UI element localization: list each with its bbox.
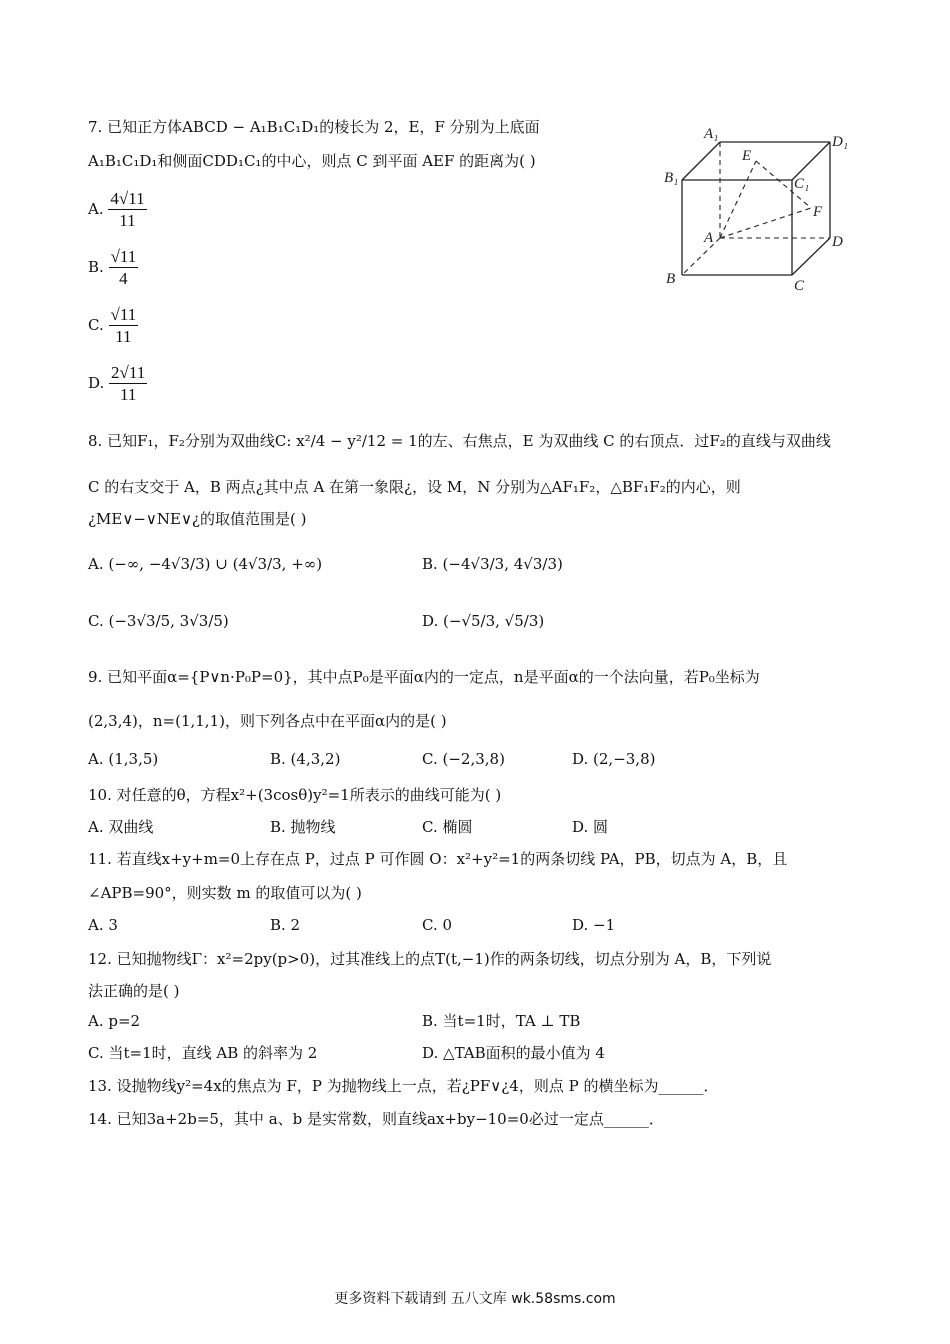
q7-option-c-den: 11 (115, 327, 132, 347)
q12-option-d: D. △TAB面积的最小值为 4 (422, 1044, 605, 1062)
q7-option-a-num: 4√11 (108, 188, 146, 210)
q11-option-b: B. 2 (270, 916, 301, 934)
q7-option-b-den: 4 (119, 269, 128, 289)
q9-option-d: D. (2,−3,8) (572, 750, 656, 768)
q10-option-a: A. 双曲线 (88, 818, 154, 836)
q8-option-c: C. (−3√3/5, 3√3/5) (88, 612, 229, 630)
q11-line2: ∠APB=90°，则实数 m 的取值可以为( ) (88, 884, 362, 902)
label-d1: D₁ (832, 134, 849, 150)
q7-option-c: C. $\frac{√11}{11}$ (88, 305, 137, 347)
q8-option-a: A. (−∞, −4√3/3) ∪ (4√3/3, +∞) (88, 555, 323, 573)
q13-line: 13. 设抛物线y²=4x的焦点为 F，P 为抛物线上一点，若¿PF∨¿4，则点 P 的横坐标为______． (88, 1077, 719, 1095)
q7-option-d: D. $\frac{2√11}{11}$ (88, 363, 146, 405)
q10-option-b: B. 抛物线 (270, 818, 336, 836)
footer-text: 更多资料下载请到 五八文库 wk.58sms.com (334, 1291, 616, 1307)
q12-line2: 法正确的是( ) (88, 982, 180, 1000)
q8-line2: C 的右支交于 A，B 两点¿其中点 A 在第一象限¿，设 M，N 分别为△AF₁F₂，△BF₁F₂的内心，则 (88, 478, 741, 496)
q7-line1: 7. 已知正方体ABCD − A₁B₁C₁D₁的棱长为 2，E，F 分别为上底面 (88, 118, 540, 136)
q12-option-c: C. 当t=1时，直线 AB 的斜率为 2 (88, 1044, 318, 1062)
q11-option-a: A. 3 (88, 916, 118, 934)
label-c1: C₁ (794, 176, 810, 192)
label-d: D (832, 234, 843, 250)
q11-option-c: C. 0 (422, 916, 453, 934)
q7-option-b: B. $\frac{√11}{4}$ (88, 247, 137, 289)
q10-option-c: C. 椭圆 (422, 818, 473, 836)
q9-line1: 9. 已知平面α={P∨n·P₀P=0}，其中点P₀是平面α内的一定点，n是平面α的一个法向量，若P₀坐标为 (88, 668, 760, 686)
q7-option-c-num: √11 (109, 304, 139, 326)
q7-option-d-den: 11 (119, 385, 137, 405)
q8-line3: ¿ME∨−∨NE∨¿的取值范围是( ) (88, 510, 307, 528)
q9-option-a: A. (1,3,5) (88, 750, 159, 768)
q14-line: 14. 已知3a+2b=5，其中 a、b 是实常数，则直线ax+by−10=0必过一定点______． (88, 1110, 664, 1128)
q11-option-d: D. −1 (572, 916, 616, 934)
q12-option-b: B. 当t=1时，TA ⊥ TB (422, 1012, 581, 1030)
q10-line1: 10. 对任意的θ，方程x²+(3cosθ)y²=1所表示的曲线可能为( ) (88, 786, 502, 804)
label-b: B (666, 271, 676, 287)
q12-line1: 12. 已知抛物线Γ：x²=2py(p>0)，过其准线上的点T(t,−1)作的两条切线，切点分别为 A，B，下列说 (88, 950, 772, 968)
label-a1: A₁ (704, 126, 719, 142)
q8-line1: 8. 已知F₁，F₂分别为双曲线C: x²/4 − y²/12 = 1的左、右焦点，E 为双曲线 C 的右顶点．过F₂的直线与双曲线 (88, 432, 831, 450)
q7-line2: A₁B₁C₁D₁和侧面CDD₁C₁的中心，则点 C 到平面 AEF 的距离为( ) (88, 152, 536, 170)
q7-option-d-num: 2√11 (109, 362, 147, 384)
q7-option-a-den: 11 (119, 211, 136, 231)
label-b1: B₁ (664, 170, 679, 186)
q9-option-b: B. (4,3,2) (270, 750, 341, 768)
cube-figure (660, 120, 860, 300)
label-a: A (704, 230, 714, 246)
q10-option-d: D. 圆 (572, 818, 609, 836)
q12-option-a: A. p=2 (88, 1012, 141, 1030)
q11-line1: 11. 若直线x+y+m=0上存在点 P，过点 P 可作圆 O：x²+y²=1的两条切线 PA，PB，切点为 A，B，且 (88, 850, 788, 868)
q9-option-c: C. (−2,3,8) (422, 750, 505, 768)
q8-option-b: B. (−4√3/3, 4√3/3) (422, 555, 563, 573)
q7-option-b-num: √11 (109, 246, 139, 268)
q8-option-d: D. (−√5/3, √5/3) (422, 612, 545, 630)
q7-option-a: A. $\frac{4√11}{11}$ (88, 189, 145, 231)
label-e: E (742, 148, 752, 164)
label-c: C (794, 278, 805, 294)
label-f: F (813, 204, 823, 220)
q9-line2: (2,3,4)，n=(1,1,1)，则下列各点中在平面α内的是( ) (88, 712, 447, 730)
